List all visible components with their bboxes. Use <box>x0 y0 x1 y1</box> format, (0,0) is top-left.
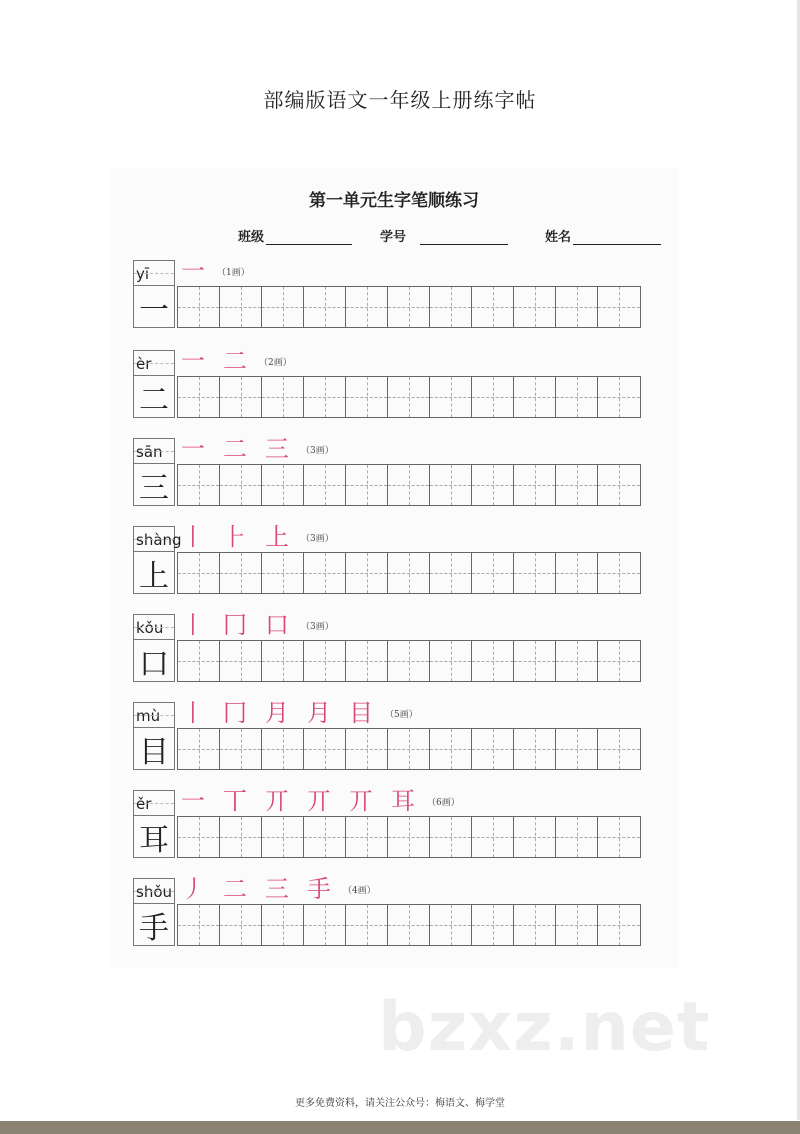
writing-cell[interactable] <box>598 287 640 327</box>
writing-cell[interactable] <box>556 377 598 417</box>
writing-cell[interactable] <box>430 553 472 593</box>
pinyin-label: èr <box>133 350 175 376</box>
writing-cell[interactable] <box>556 905 598 945</box>
writing-cell[interactable] <box>262 553 304 593</box>
stroke-step: 丌 <box>307 787 331 815</box>
writing-cell[interactable] <box>220 641 262 681</box>
name-label: 姓名 <box>545 230 572 245</box>
stroke-step: 丨 <box>181 523 205 551</box>
writing-cell[interactable] <box>430 905 472 945</box>
stroke-step: 二 <box>223 875 247 903</box>
writing-cell[interactable] <box>472 905 514 945</box>
writing-grid <box>177 728 641 770</box>
stroke-order <box>181 344 292 376</box>
writing-cell[interactable] <box>388 377 430 417</box>
stroke-order <box>181 872 376 904</box>
pinyin-label: mù <box>133 702 175 728</box>
stroke-count: （2画） <box>259 358 292 368</box>
writing-cell[interactable] <box>346 553 388 593</box>
writing-cell[interactable] <box>178 817 220 857</box>
writing-cell[interactable] <box>220 287 262 327</box>
writing-cell[interactable] <box>262 641 304 681</box>
writing-cell[interactable] <box>598 465 640 505</box>
writing-cell[interactable] <box>388 287 430 327</box>
stroke-step: 手 <box>307 875 331 903</box>
number-label: 学号 <box>380 230 407 245</box>
writing-cell[interactable] <box>178 905 220 945</box>
writing-cell[interactable] <box>346 729 388 769</box>
stroke-count: （6画） <box>427 798 460 808</box>
model-character: 三 <box>133 464 175 506</box>
writing-cell[interactable] <box>178 641 220 681</box>
stroke-order <box>181 784 460 816</box>
writing-grid <box>177 464 641 506</box>
stroke-step: 冂 <box>223 699 247 727</box>
writing-cell[interactable] <box>472 553 514 593</box>
model-character: 手 <box>133 904 175 946</box>
number-field[interactable] <box>380 226 508 245</box>
writing-cell[interactable] <box>220 553 262 593</box>
writing-cell[interactable] <box>262 905 304 945</box>
writing-cell[interactable] <box>430 817 472 857</box>
stroke-count: （3画） <box>301 534 334 544</box>
sheet-title: 第一单元生字笔顺练习 <box>309 191 479 211</box>
pinyin-label: shǒu <box>133 878 175 904</box>
writing-cell[interactable] <box>178 553 220 593</box>
writing-cell[interactable] <box>262 729 304 769</box>
model-character: 上 <box>133 552 175 594</box>
class-line <box>266 230 352 245</box>
stroke-step: 上 <box>265 523 289 551</box>
writing-cell[interactable] <box>220 729 262 769</box>
writing-cell[interactable] <box>514 905 556 945</box>
stroke-step: ⺊ <box>223 523 247 551</box>
writing-cell[interactable] <box>514 553 556 593</box>
writing-cell[interactable] <box>514 377 556 417</box>
writing-cell[interactable] <box>220 465 262 505</box>
writing-cell[interactable] <box>514 287 556 327</box>
stroke-step: 丌 <box>349 787 373 815</box>
writing-cell[interactable] <box>220 377 262 417</box>
name-line <box>573 230 661 245</box>
stroke-count: （1画） <box>217 268 250 278</box>
writing-cell[interactable] <box>346 287 388 327</box>
writing-cell[interactable] <box>304 553 346 593</box>
stroke-step: 目 <box>349 699 373 727</box>
writing-cell[interactable] <box>472 729 514 769</box>
writing-cell[interactable] <box>472 377 514 417</box>
writing-cell[interactable] <box>346 641 388 681</box>
writing-cell[interactable] <box>220 905 262 945</box>
stroke-step: 冂 <box>223 611 247 639</box>
writing-cell[interactable] <box>472 465 514 505</box>
writing-cell[interactable] <box>472 817 514 857</box>
writing-cell[interactable] <box>388 465 430 505</box>
writing-cell[interactable] <box>598 553 640 593</box>
writing-cell[interactable] <box>514 641 556 681</box>
writing-cell[interactable] <box>262 817 304 857</box>
writing-cell[interactable] <box>262 377 304 417</box>
writing-grid <box>177 552 641 594</box>
stroke-count: （5画） <box>385 710 418 720</box>
pinyin-label: kǒu <box>133 614 175 640</box>
writing-cell[interactable] <box>598 729 640 769</box>
writing-cell[interactable] <box>514 817 556 857</box>
writing-cell[interactable] <box>388 905 430 945</box>
model-character: 二 <box>133 376 175 418</box>
stroke-step: 一 <box>181 257 205 285</box>
class-label: 班级 <box>238 230 265 245</box>
writing-cell[interactable] <box>388 729 430 769</box>
footer-note: 更多免费资料，请关注公众号：梅语文、梅学堂 <box>295 1098 505 1109</box>
stroke-step: 月 <box>307 699 331 727</box>
pinyin-label: sān <box>133 438 175 464</box>
writing-cell[interactable] <box>514 465 556 505</box>
writing-cell[interactable] <box>598 377 640 417</box>
writing-cell[interactable] <box>262 465 304 505</box>
writing-cell[interactable] <box>388 641 430 681</box>
stroke-count: （4画） <box>343 886 376 896</box>
name-field[interactable] <box>545 226 661 245</box>
stroke-order <box>181 254 250 286</box>
stroke-step: 丿 <box>181 875 205 903</box>
model-character: 口 <box>133 640 175 682</box>
bottom-image-strip <box>0 1121 800 1134</box>
writing-cell[interactable] <box>556 641 598 681</box>
stroke-order <box>181 608 334 640</box>
writing-cell[interactable] <box>304 641 346 681</box>
model-character: 一 <box>133 286 175 328</box>
writing-cell[interactable] <box>304 905 346 945</box>
pinyin-label: shàng <box>133 526 175 552</box>
stroke-step: 丌 <box>265 787 289 815</box>
writing-grid <box>177 376 641 418</box>
writing-cell[interactable] <box>598 905 640 945</box>
writing-cell[interactable] <box>304 287 346 327</box>
writing-cell[interactable] <box>556 817 598 857</box>
writing-cell[interactable] <box>430 465 472 505</box>
writing-cell[interactable] <box>178 377 220 417</box>
writing-cell[interactable] <box>388 817 430 857</box>
writing-cell[interactable] <box>262 287 304 327</box>
stroke-step: 三 <box>265 435 289 463</box>
writing-cell[interactable] <box>346 905 388 945</box>
pinyin-label: yī <box>133 260 175 286</box>
writing-cell[interactable] <box>430 377 472 417</box>
stroke-step: 一 <box>181 787 205 815</box>
writing-cell[interactable] <box>304 465 346 505</box>
stroke-step: 一 <box>181 347 205 375</box>
writing-cell[interactable] <box>430 641 472 681</box>
stroke-count: （3画） <box>301 622 334 632</box>
pinyin-label: ěr <box>133 790 175 816</box>
writing-cell[interactable] <box>178 465 220 505</box>
writing-cell[interactable] <box>178 287 220 327</box>
writing-cell[interactable] <box>598 817 640 857</box>
writing-cell[interactable] <box>304 729 346 769</box>
writing-grid <box>177 904 641 946</box>
writing-cell[interactable] <box>220 817 262 857</box>
model-character: 目 <box>133 728 175 770</box>
stroke-order <box>181 520 334 552</box>
writing-cell[interactable] <box>346 465 388 505</box>
stroke-step: 口 <box>265 611 289 639</box>
writing-cell[interactable] <box>430 729 472 769</box>
class-field[interactable] <box>238 226 352 245</box>
page-title: 部编版语文一年级上册练字帖 <box>263 88 537 112</box>
writing-cell[interactable] <box>178 729 220 769</box>
writing-cell[interactable] <box>388 553 430 593</box>
stroke-step: 丅 <box>223 787 247 815</box>
stroke-step: 丨 <box>181 611 205 639</box>
stroke-step: 丨 <box>181 699 205 727</box>
stroke-step: 一 <box>181 435 205 463</box>
writing-cell[interactable] <box>598 641 640 681</box>
writing-grid <box>177 640 641 682</box>
writing-cell[interactable] <box>346 377 388 417</box>
stroke-order <box>181 432 334 464</box>
stroke-order <box>181 696 418 728</box>
writing-cell[interactable] <box>556 553 598 593</box>
stroke-step: 月 <box>265 699 289 727</box>
writing-cell[interactable] <box>472 287 514 327</box>
stroke-step: 二 <box>223 347 247 375</box>
writing-cell[interactable] <box>304 377 346 417</box>
writing-cell[interactable] <box>346 817 388 857</box>
writing-cell[interactable] <box>556 465 598 505</box>
writing-grid <box>177 286 641 328</box>
stroke-step: 耳 <box>391 787 415 815</box>
writing-cell[interactable] <box>304 817 346 857</box>
writing-cell[interactable] <box>472 641 514 681</box>
writing-cell[interactable] <box>430 287 472 327</box>
writing-cell[interactable] <box>514 729 556 769</box>
number-line <box>420 230 508 245</box>
watermark: bzxz.net <box>378 988 711 1067</box>
stroke-step: 三 <box>265 875 289 903</box>
model-character: 耳 <box>133 816 175 858</box>
stroke-step: 二 <box>223 435 247 463</box>
stroke-count: （3画） <box>301 446 334 456</box>
writing-grid <box>177 816 641 858</box>
writing-cell[interactable] <box>556 287 598 327</box>
writing-cell[interactable] <box>556 729 598 769</box>
